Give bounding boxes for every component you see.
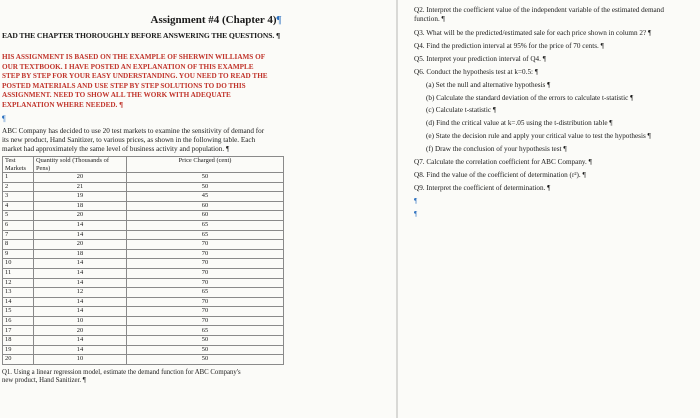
table-row bbox=[3, 182, 284, 192]
quantity-cell: 20 bbox=[34, 240, 127, 250]
price-cell: 70 bbox=[127, 297, 284, 307]
question-q3: Q3. What will be the predicted/estimated sale for each price shown in column 2? ¶ bbox=[414, 29, 652, 37]
quantity-cell: 19 bbox=[34, 192, 127, 202]
price-cell: 70 bbox=[127, 240, 284, 250]
price-cell: 50 bbox=[127, 345, 284, 355]
market-cell: 10 bbox=[3, 259, 34, 269]
quantity-cell: 14 bbox=[34, 220, 127, 230]
q6-part-d: (d) Find the critical value at k=.05 using the t-distribution table ¶ bbox=[426, 119, 613, 128]
question-q7: Q7. Calculate the correlation coefficient for ABC Company. ¶ bbox=[414, 158, 592, 167]
question-q5: Q5. Interpret your prediction interval of Q4. ¶ bbox=[414, 54, 546, 63]
market-cell: 2 bbox=[3, 182, 34, 192]
price-cell: 70 bbox=[127, 278, 284, 288]
table-row bbox=[3, 288, 284, 298]
quantity-cell: 18 bbox=[34, 249, 127, 259]
table-row bbox=[3, 220, 284, 230]
question-q2: Q2. Interpret the coefficient value of the independent variable of the estimated demand function. ¶ bbox=[414, 6, 664, 23]
price-cell: 70 bbox=[127, 307, 284, 317]
header-test-markets: Test Markets bbox=[3, 157, 34, 173]
price-cell: 65 bbox=[127, 220, 284, 230]
quantity-cell: 14 bbox=[34, 259, 127, 269]
q6-part-a: (a) Set the null and alternative hypothesis ¶ bbox=[426, 80, 551, 89]
market-cell: 17 bbox=[3, 326, 34, 336]
q6-part-c: (c) Calculate t-statistic ¶ bbox=[426, 106, 497, 115]
table-row bbox=[3, 249, 284, 259]
quantity-cell: 18 bbox=[34, 201, 127, 211]
table-row bbox=[3, 172, 284, 182]
document-page-right bbox=[398, 0, 700, 418]
quantity-cell: 14 bbox=[34, 278, 127, 288]
table-row bbox=[3, 211, 284, 221]
market-cell: 14 bbox=[3, 297, 34, 307]
quantity-cell: 14 bbox=[34, 336, 127, 346]
quantity-cell: 14 bbox=[34, 297, 127, 307]
market-cell: 5 bbox=[3, 211, 34, 221]
price-cell: 70 bbox=[127, 316, 284, 326]
table-row bbox=[3, 230, 284, 240]
price-cell: 65 bbox=[127, 288, 284, 298]
question-q6: Q6. Conduct the hypothesis test at k=0.5: ¶ bbox=[414, 67, 539, 76]
note-line: STEP BY STEP FOR YOUR EASY UNDERSTANDING. YOU NEED TO READ THE bbox=[2, 72, 268, 81]
price-cell: 60 bbox=[127, 211, 284, 221]
table-row bbox=[3, 326, 284, 336]
quantity-cell: 12 bbox=[34, 288, 127, 298]
market-cell: 16 bbox=[3, 316, 34, 326]
table-row bbox=[3, 201, 284, 211]
table-row bbox=[3, 355, 284, 365]
table-row bbox=[3, 316, 284, 326]
price-cell: 50 bbox=[127, 355, 284, 365]
price-cell: 50 bbox=[127, 336, 284, 346]
q6-part-e: (e) State the decision rule and apply your critical value to test the hypothesis ¶ bbox=[426, 132, 651, 141]
test-market-table bbox=[2, 156, 284, 365]
price-cell: 70 bbox=[127, 249, 284, 259]
note-line: ASSIGNMENT. NEED TO SHOW ALL THE WORK WITH ADEQUATE bbox=[2, 91, 231, 100]
price-cell: 50 bbox=[127, 182, 284, 192]
quantity-cell: 14 bbox=[34, 230, 127, 240]
table-row bbox=[3, 259, 284, 269]
quantity-cell: 20 bbox=[34, 172, 127, 182]
question-q4: Q4. Find the prediction interval at 95% for the price of 70 cents. ¶ bbox=[414, 41, 604, 50]
price-cell: 50 bbox=[127, 172, 284, 182]
note-line: OUR TEXTBOOK. I HAVE POSTED AN EXPLANATION OF THIS EXAMPLE bbox=[2, 62, 254, 71]
table-row bbox=[3, 268, 284, 278]
market-cell: 6 bbox=[3, 220, 34, 230]
market-cell: 8 bbox=[3, 240, 34, 250]
question-q9: Q9. Interpret the coefficient of determination. ¶ bbox=[414, 183, 551, 192]
question-q1: Q1. Using a linear regression model, estimate the demand function for ABC Company's new product, Hand Sanitizer. ¶ bbox=[2, 368, 241, 385]
note-line: HIS ASSIGNMENT IS BASED ON THE EXAMPLE OF SHERWIN WILLIAMS OF bbox=[2, 53, 266, 61]
question-list bbox=[414, 6, 696, 221]
table-row bbox=[3, 297, 284, 307]
table-row bbox=[3, 240, 284, 250]
table-row bbox=[3, 278, 284, 288]
price-cell: 65 bbox=[127, 230, 284, 240]
price-cell: 65 bbox=[127, 326, 284, 336]
header-quantity-sold: Quantity sold (Thousands of Pens) bbox=[34, 157, 127, 173]
instruction-line: EAD THE CHAPTER THOROUGHLY BEFORE ANSWERING THE QUESTIONS. ¶ bbox=[2, 31, 280, 40]
price-cell: 70 bbox=[127, 259, 284, 269]
market-cell: 19 bbox=[3, 345, 34, 355]
quantity-cell: 14 bbox=[34, 268, 127, 278]
header-price-charged: Price Charged (cent) bbox=[127, 157, 284, 173]
paragraph-mark: ¶ bbox=[2, 113, 6, 123]
market-cell: 1 bbox=[3, 172, 34, 182]
question-q8: Q8. Find the value of the coefficient of determination (r²). ¶ bbox=[414, 170, 586, 179]
price-cell: 45 bbox=[127, 192, 284, 202]
quantity-cell: 10 bbox=[34, 355, 127, 365]
market-cell: 7 bbox=[3, 230, 34, 240]
assignment-note bbox=[2, 53, 312, 111]
quantity-cell: 20 bbox=[34, 326, 127, 336]
price-cell: 70 bbox=[127, 268, 284, 278]
q6-part-b: (b) Calculate the standard deviation of the errors to calculate t-statistic ¶ bbox=[426, 93, 634, 102]
quantity-cell: 14 bbox=[34, 345, 127, 355]
note-line: EXPLANATION WHERE NEEDED. ¶ bbox=[2, 100, 124, 109]
table-row bbox=[3, 345, 284, 355]
note-line: POSTED MATERIALS AND USE STEP BY STEP SOLUTIONS TO DO THIS bbox=[2, 81, 246, 90]
quantity-cell: 21 bbox=[34, 182, 127, 192]
assignment-title: Assignment #4 (Chapter 4)¶ bbox=[150, 14, 282, 26]
table-row bbox=[3, 336, 284, 346]
market-cell: 15 bbox=[3, 307, 34, 317]
q6-part-f: (f) Draw the conclusion of your hypothesis test ¶ bbox=[426, 145, 567, 154]
market-cell: 4 bbox=[3, 201, 34, 211]
quantity-cell: 10 bbox=[34, 316, 127, 326]
intro-paragraph: ABC Company has decided to use 20 test markets to examine the sensitivity of demand for its new product, Hand Sanitizer, to various prices, as shown in the following table. Each market had approximately the same level of business activity and population. ¶ bbox=[2, 126, 265, 153]
market-cell: 13 bbox=[3, 288, 34, 298]
paragraph-mark: ¶ bbox=[414, 196, 418, 205]
table-row bbox=[3, 192, 284, 202]
market-cell: 9 bbox=[3, 249, 34, 259]
paragraph-mark: ¶ bbox=[414, 209, 418, 218]
table-row bbox=[3, 307, 284, 317]
market-cell: 12 bbox=[3, 278, 34, 288]
market-cell: 20 bbox=[3, 355, 34, 365]
quantity-cell: 20 bbox=[34, 211, 127, 221]
quantity-cell: 14 bbox=[34, 307, 127, 317]
price-cell: 60 bbox=[127, 201, 284, 211]
market-cell: 11 bbox=[3, 268, 34, 278]
market-cell: 18 bbox=[3, 336, 34, 346]
market-cell: 3 bbox=[3, 192, 34, 202]
